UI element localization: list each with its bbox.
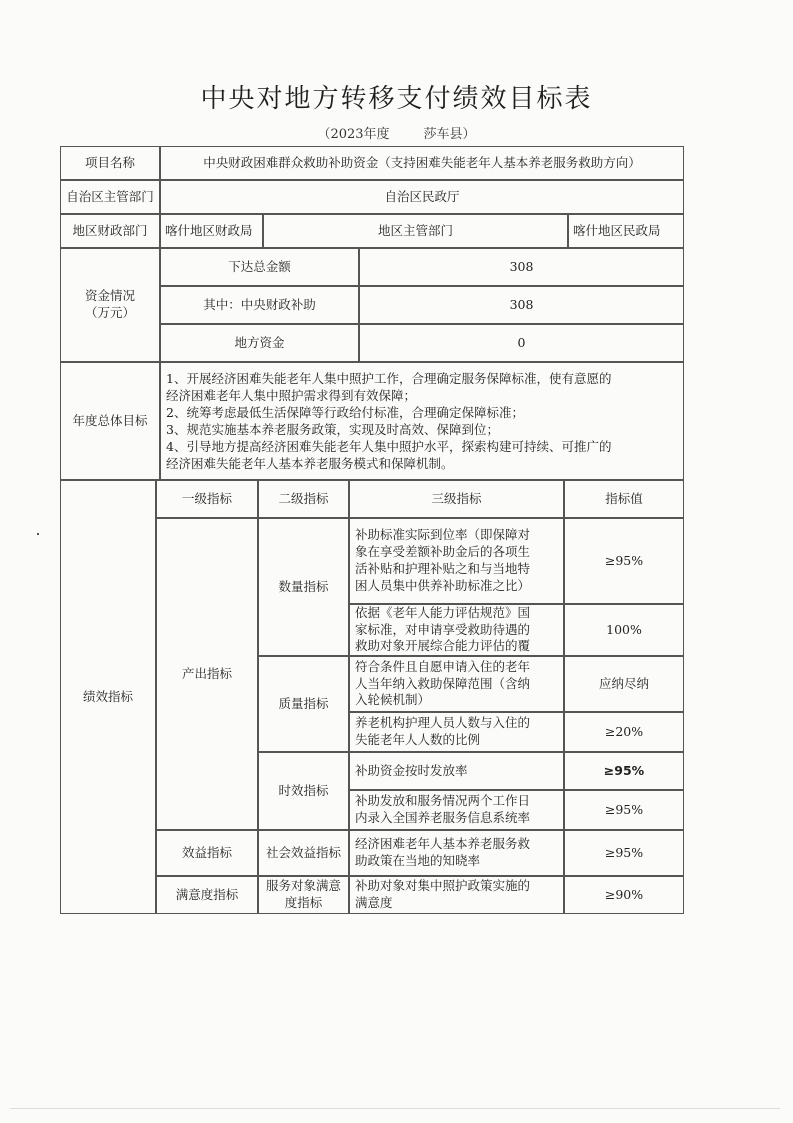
goal-line: 3、规范实施基本养老服务政策，实现及时高效、保障到位； <box>166 422 499 437</box>
level3-item <box>349 656 564 712</box>
document-title: 中央对地方转移支付绩效目标表 <box>200 84 593 114</box>
funds-total-value: 308 <box>359 248 684 286</box>
indicator-value: ≥95% <box>564 518 684 604</box>
funds-central-value: 308 <box>359 286 684 324</box>
level3-line: 助政策在当地的知晓率 <box>355 853 481 868</box>
level3-line: 内录入全国养老服务信息系统率 <box>355 810 531 825</box>
goal-line: 1、开展经济困难失能老年人集中照护工作，合理确定服务保障标准，使有意愿的 <box>166 371 612 386</box>
indicator-value: 应纳尽纳 <box>564 656 684 712</box>
level1-output: 产出指标 <box>156 518 258 830</box>
level3-line: 依据《老年人能力评估规范》国 <box>355 604 531 620</box>
subtitle-county: 莎车县） <box>423 127 476 142</box>
finance-dept-value: 喀什地区财政局 <box>160 214 263 248</box>
project-name-label: 项目名称 <box>60 146 160 180</box>
local-dept-value: 喀什地区民政局 <box>568 214 684 248</box>
funds-label <box>60 248 160 362</box>
annual-goals-label: 年度总体目标 <box>60 362 160 480</box>
level3-line: 补助对象对集中照护政策实施的 <box>355 878 531 894</box>
finance-dept-label: 地区财政部门 <box>60 214 160 248</box>
indicator-value: ≥90% <box>564 876 684 914</box>
project-name-value: 中央财政困难群众救助补助资金（支持困难失能老年人基本养老服务救助方向） <box>160 146 684 180</box>
header-level1: 一级指标 <box>156 480 258 518</box>
indicator-value: ≥95% <box>564 830 684 876</box>
level3-line: 困人员集中供养补助标准之比） <box>355 577 531 593</box>
level3-item <box>349 790 564 830</box>
level2-social-benefit: 社会效益指标 <box>258 830 349 876</box>
indicator-value: ≥20% <box>564 712 684 752</box>
level3-line: 养老机构护理人员人数与入住的 <box>355 715 531 731</box>
level3-line: 经济困难老年人基本养老服务救 <box>355 836 531 852</box>
funds-label-line1: 资金情况 <box>84 288 135 304</box>
level3-item <box>349 518 564 604</box>
level1-satisfaction: 满意度指标 <box>156 876 258 914</box>
funds-local-value: 0 <box>359 324 684 362</box>
level3-item <box>349 604 564 656</box>
level3-line: 失能老年人人数的比例 <box>355 732 481 747</box>
performance-label: 绩效指标 <box>60 480 156 914</box>
scan-edge-line <box>10 1108 780 1109</box>
goal-line: 经济困难失能老年人基本养老服务模式和保障机制。 <box>166 456 454 471</box>
header-level2: 二级指标 <box>258 480 349 518</box>
level3-item <box>349 876 564 914</box>
level3-item <box>349 712 564 752</box>
level2-quantity: 数量指标 <box>258 518 349 656</box>
level3-line: 补助发放和服务情况两个工作日 <box>355 793 531 809</box>
annual-goals-text <box>160 362 684 480</box>
indicator-value: 100% <box>564 604 684 656</box>
level3-line: 满意度 <box>355 895 393 910</box>
level2-service-satisfaction-line1: 服务对象满意 <box>265 878 341 894</box>
level1-benefit: 效益指标 <box>156 830 258 876</box>
indicator-value: ≥95% <box>564 790 684 830</box>
document-subtitle <box>0 123 793 142</box>
funds-central-label: 其中：中央财政补助 <box>160 286 359 324</box>
goal-line: 4、引导地方提高经济困难失能老年人集中照护水平，探索构建可持续、可推广的 <box>166 439 612 454</box>
goal-line: 经济困难老年人集中照护需求得到有效保障； <box>166 388 417 403</box>
subtitle-year: （2023年度 <box>317 127 390 142</box>
level2-timeliness: 时效指标 <box>258 752 349 830</box>
level2-service-satisfaction-line2: 度指标 <box>284 895 323 910</box>
header-level3: 三级指标 <box>349 480 564 518</box>
level3-line: 活补贴和护理补贴之和与当地特 <box>355 561 531 576</box>
local-dept-label: 地区主管部门 <box>263 214 568 248</box>
level3-line: 救助对象开展综合能力评估的覆 <box>355 638 531 654</box>
level2-quality: 质量指标 <box>258 656 349 752</box>
level2-service-satisfaction <box>258 876 349 914</box>
level3-item <box>349 752 564 790</box>
level3-line: 象在享受差额补助金后的各项生 <box>355 544 531 560</box>
scan-speck <box>37 533 39 535</box>
region-dept-value: 自治区民政厅 <box>160 180 684 214</box>
funds-label-line2: （万元） <box>84 305 135 320</box>
level3-line: 家标准，对申请享受救助待遇的 <box>355 621 531 637</box>
level3-line: 入轮候机制） <box>355 692 431 708</box>
header-value: 指标值 <box>564 480 684 518</box>
funds-total-label: 下达总金额 <box>160 248 359 286</box>
level3-line: 人当年纳入救助保障范围（含纳 <box>355 675 531 691</box>
level3-line: 符合条件且自愿申请入住的老年 <box>355 658 531 674</box>
level3-line: 补助标准实际到位率（即保障对 <box>355 527 531 543</box>
level3-item <box>349 830 564 876</box>
indicator-value: ≥95% <box>564 752 684 790</box>
goal-line: 2、统筹考虑最低生活保障等行政给付标准，合理确定保障标准； <box>166 405 524 420</box>
region-dept-label: 自治区主管部门 <box>60 180 160 214</box>
level3-line: 补助资金按时发放率 <box>355 762 468 778</box>
funds-local-label: 地方资金 <box>160 324 359 362</box>
